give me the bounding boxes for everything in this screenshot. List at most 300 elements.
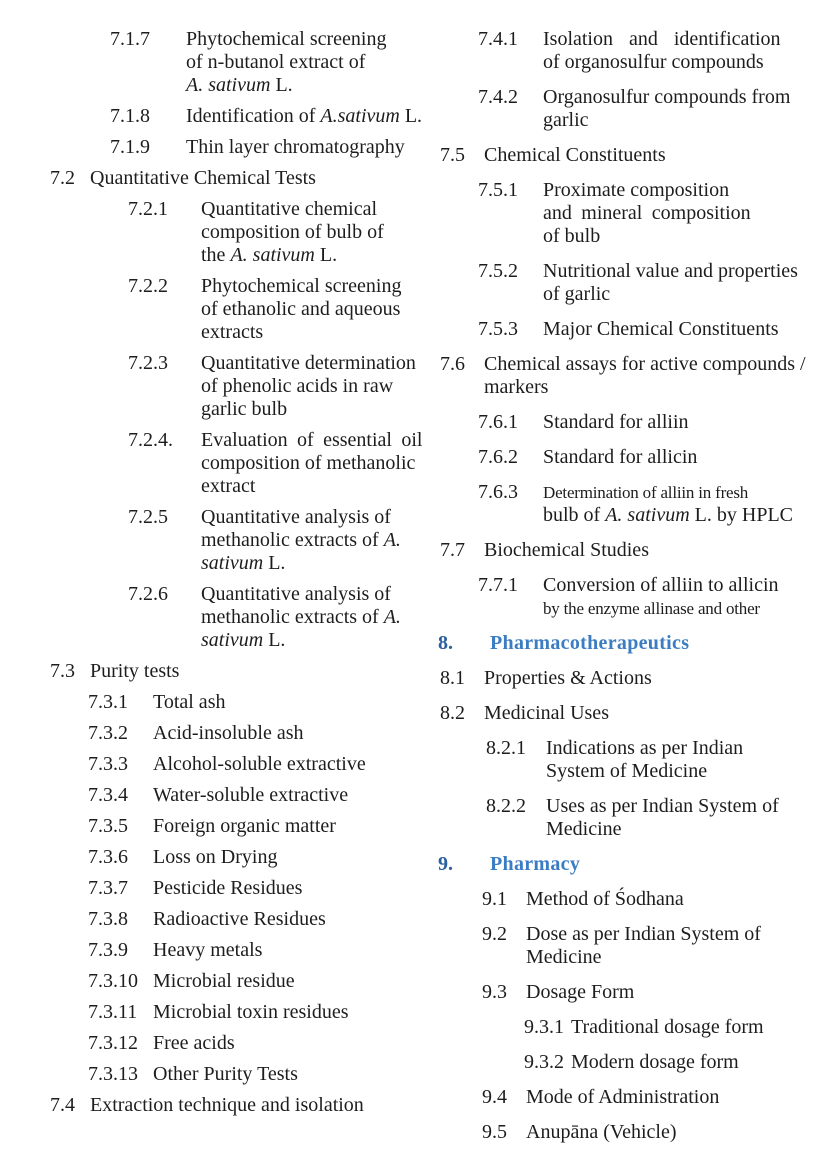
entry-text-segment: Alcohol-soluble extractive	[153, 753, 366, 775]
entry-text-line	[201, 552, 408, 575]
entry-text-segment: Standard for allicin	[543, 446, 698, 468]
entry-text-line	[201, 221, 408, 244]
entry-text	[153, 877, 408, 900]
entry-text-line	[90, 167, 408, 190]
entry-number: 8.2.1	[486, 737, 526, 759]
entry-text	[186, 28, 408, 97]
entry-number: 7.2	[50, 167, 75, 189]
entry-number: 8.2.2	[486, 795, 526, 817]
entry-text-segment: Dose as per Indian System of	[526, 923, 761, 945]
toc-entry	[0, 1063, 408, 1086]
entry-text-segment: Biochemical Studies	[484, 539, 649, 561]
entry-text	[543, 411, 816, 434]
entry-text-line	[186, 51, 408, 74]
entry-text	[543, 446, 816, 469]
entry-number: 7.1.7	[110, 28, 150, 50]
entry-text	[526, 1086, 816, 1109]
entry-text-line	[201, 375, 408, 398]
entry-text-line	[186, 28, 408, 51]
entry-text-line	[546, 795, 816, 818]
entry-number: 7.3.13	[88, 1063, 138, 1085]
entry-text-segment: Chemical assays for active compounds /	[484, 353, 806, 375]
toc-entry	[408, 702, 816, 725]
entry-text	[543, 574, 816, 620]
entry-text	[526, 923, 816, 969]
entry-text	[526, 981, 816, 1004]
entry-text-line	[201, 398, 408, 421]
toc-entry	[408, 795, 816, 841]
entry-text-line	[543, 179, 816, 202]
entry-text	[153, 846, 408, 869]
entry-text-segment: by the enzyme allinase and other	[543, 599, 760, 618]
entry-number: 7.4.2	[478, 86, 518, 108]
entry-text-line	[526, 1086, 816, 1109]
entry-text-line	[153, 1032, 408, 1055]
toc-entry	[408, 923, 816, 969]
entry-text-segment: Other Purity Tests	[153, 1063, 298, 1085]
entry-number: 7.2.6	[128, 583, 168, 605]
toc-entry	[408, 981, 816, 1004]
entry-text-line	[484, 667, 816, 690]
toc-entry	[408, 260, 816, 306]
toc-entry	[0, 198, 408, 267]
entry-number: 7.3.8	[88, 908, 128, 930]
entry-text-segment: L.	[314, 244, 338, 266]
entry-text-segment: Organosulfur compounds from	[543, 86, 791, 108]
entry-number: 9.1	[482, 888, 507, 910]
entry-text-line	[201, 629, 408, 652]
entry-text	[543, 481, 816, 527]
entry-number: 7.3.4	[88, 784, 128, 806]
entry-text-segment: Pesticide Residues	[153, 877, 303, 899]
entry-text	[201, 429, 423, 498]
entry-text-line	[526, 946, 816, 969]
entry-text-segment: Traditional dosage form	[571, 1016, 764, 1038]
entry-text	[484, 144, 816, 167]
entry-number: 7.3.1	[88, 691, 128, 713]
toc-entry	[408, 737, 816, 783]
entry-text-line	[153, 722, 408, 745]
entry-text-line	[526, 923, 816, 946]
entry-text	[153, 691, 408, 714]
entry-text-segment: Modern dosage form	[571, 1051, 739, 1073]
entry-text-line	[484, 702, 816, 725]
entry-text	[90, 660, 408, 683]
toc-entry	[0, 1094, 408, 1117]
entry-number: 7.2.3	[128, 352, 168, 374]
entry-text-segment: Thin layer chromatography	[186, 136, 405, 158]
entry-text-segment: Standard for alliin	[543, 411, 689, 433]
toc-entry	[0, 1001, 408, 1024]
entry-text-segment: Nutritional value and properties	[543, 260, 798, 282]
entry-text-segment: Quantitative determination	[201, 352, 416, 374]
entry-number: 7.1.9	[110, 136, 150, 158]
entry-text-segment: methanolic extracts of	[201, 606, 384, 628]
entry-text-segment: Loss on Drying	[153, 846, 278, 868]
entry-number: 7.2.2	[128, 275, 168, 297]
entry-number: 7.2.5	[128, 506, 168, 528]
entry-text-segment: garlic bulb	[201, 398, 288, 420]
toc-entry	[0, 583, 408, 652]
entry-text-segment: Dosage Form	[526, 981, 635, 1003]
entry-text-line	[153, 784, 408, 807]
entry-text-line	[490, 853, 816, 876]
entry-text-segment: of organosulfur compounds	[543, 51, 764, 73]
entry-text	[484, 539, 816, 562]
entry-text	[201, 583, 408, 652]
toc-entry	[0, 167, 408, 190]
entry-text-segment: sativum	[201, 629, 264, 651]
entry-number: 8.	[438, 632, 453, 654]
entry-text-line	[543, 504, 816, 527]
entry-text-line	[201, 321, 408, 344]
entry-text	[153, 1063, 408, 1086]
toc-entry	[0, 506, 408, 575]
entry-text-line	[543, 260, 816, 283]
entry-number: 7.6.1	[478, 411, 518, 433]
entry-text-line	[543, 481, 816, 504]
toc-entry	[0, 429, 423, 498]
entry-text-line	[526, 888, 816, 911]
entry-text-segment: Medicine	[526, 946, 602, 968]
entry-number: 9.3.1	[524, 1016, 564, 1038]
toc-entry	[0, 815, 408, 838]
toc-entry	[408, 632, 816, 655]
entry-text-segment: garlic	[543, 109, 589, 131]
toc-entry	[408, 853, 816, 876]
entry-text-segment: L.	[270, 74, 293, 96]
entry-text-line	[201, 506, 408, 529]
entry-text-segment: System of Medicine	[546, 760, 708, 782]
entry-text-segment: Method of Śodhana	[526, 888, 684, 910]
entry-text-segment: extract	[201, 475, 256, 497]
entry-text-line	[201, 429, 423, 452]
entry-text-segment: composition of methanolic	[201, 452, 416, 474]
entry-text-line	[484, 144, 816, 167]
entry-number: 7.4.1	[478, 28, 518, 50]
entry-text-line	[201, 298, 408, 321]
entry-text-line	[526, 1121, 816, 1144]
entry-text	[153, 1032, 408, 1055]
entry-text	[153, 784, 408, 807]
entry-text-segment: L.	[399, 105, 423, 127]
entry-text-segment: A.	[383, 606, 401, 628]
toc-entry	[408, 1016, 816, 1039]
entry-text-segment: Phytochemical screening	[186, 28, 387, 50]
toc-entry	[0, 275, 408, 344]
entry-text	[153, 753, 408, 776]
entry-text-line	[543, 225, 816, 248]
entry-text-line	[153, 908, 408, 931]
entry-number: 9.3	[482, 981, 507, 1003]
entry-text	[90, 167, 408, 190]
entry-text-line	[201, 244, 408, 267]
entry-text-line	[186, 74, 408, 97]
entry-text-line	[153, 1063, 408, 1086]
toc-entry	[408, 179, 816, 248]
entry-number: 9.2	[482, 923, 507, 945]
entry-text-segment: Conversion of alliin to allicin	[543, 574, 779, 596]
entry-text	[546, 795, 816, 841]
entry-text	[484, 353, 816, 399]
entry-text	[201, 198, 408, 267]
entry-text-segment: of n-butanol extract of	[186, 51, 366, 73]
entry-text-line	[201, 275, 408, 298]
entry-number: 7.6.2	[478, 446, 518, 468]
toc-entry	[408, 539, 816, 562]
entry-text-segment: Properties & Actions	[484, 667, 652, 689]
toc-entry	[408, 144, 816, 167]
entry-text-line	[201, 452, 416, 475]
entry-text-line	[153, 691, 408, 714]
entry-number: 7.7.1	[478, 574, 518, 596]
entry-text	[201, 352, 416, 421]
entry-text-segment: Medicinal Uses	[484, 702, 609, 724]
toc-entry	[408, 353, 816, 399]
entry-text-segment: Quantitative chemical	[201, 198, 378, 220]
toc-entry	[0, 908, 408, 931]
toc-entry	[408, 667, 816, 690]
entry-text-segment: methanolic extracts of	[201, 529, 384, 551]
entry-text	[543, 28, 816, 74]
entry-text	[484, 667, 816, 690]
entry-number: 7.2.4.	[128, 429, 173, 451]
entry-text-segment: Phytochemical screening	[201, 275, 402, 297]
entry-number: 7.2.1	[128, 198, 168, 220]
entry-text-segment: Acid-insoluble ash	[153, 722, 304, 744]
entry-text	[484, 702, 816, 725]
entry-number: 7.5	[440, 144, 465, 166]
toc-entry	[0, 722, 408, 745]
toc-left-column	[0, 28, 423, 1156]
entry-text-line	[201, 529, 408, 552]
entry-text	[153, 1001, 408, 1024]
entry-text-line	[153, 970, 408, 993]
entry-number: 7.5.2	[478, 260, 518, 282]
toc-entry	[0, 784, 408, 807]
entry-text-line	[543, 28, 816, 51]
entry-text-line	[543, 411, 816, 434]
entry-text-segment: Proximate composition	[543, 179, 730, 201]
entry-text-segment: Radioactive Residues	[153, 908, 326, 930]
entry-text-line	[546, 737, 816, 760]
entry-text-line	[490, 632, 816, 655]
entry-text	[543, 260, 816, 306]
entry-text-segment: Quantitative analysis of	[201, 583, 391, 605]
entry-text	[153, 722, 408, 745]
entry-number: 7.3.9	[88, 939, 128, 961]
entry-text	[201, 275, 408, 344]
entry-number: 8.2	[440, 702, 465, 724]
entry-text-segment: Quantitative Chemical Tests	[90, 167, 316, 189]
toc-entry	[0, 877, 408, 900]
entry-text-line	[153, 1001, 408, 1024]
entry-text-segment: Water-soluble extractive	[153, 784, 349, 806]
entry-number: 7.7	[440, 539, 465, 561]
entry-number: 9.5	[482, 1121, 507, 1143]
entry-text-segment: L. by HPLC	[689, 504, 793, 526]
toc-entry	[0, 970, 408, 993]
entry-text-line	[543, 109, 816, 132]
entry-text	[90, 1094, 408, 1117]
entry-number: 9.3.2	[524, 1051, 564, 1073]
entry-text-segment: Isolation and identification	[543, 28, 781, 50]
entry-text-line	[201, 198, 408, 221]
entry-number: 7.3.5	[88, 815, 128, 837]
entry-text-line	[186, 136, 408, 159]
toc-entry	[0, 846, 408, 869]
entry-text	[571, 1051, 816, 1074]
entry-text-line	[484, 539, 816, 562]
entry-text-segment: Mode of Administration	[526, 1086, 720, 1108]
entry-text-line	[153, 939, 408, 962]
entry-text-line	[546, 760, 816, 783]
entry-text-segment: Free acids	[153, 1032, 235, 1054]
entry-text-segment: Anupāna (Vehicle)	[526, 1121, 677, 1143]
entry-text-segment: bulb of	[543, 504, 606, 526]
entry-text-line	[543, 597, 816, 620]
entry-text-segment: Determination of alliin in fresh	[543, 483, 749, 502]
entry-text-segment: composition of bulb of	[201, 221, 384, 243]
entry-text-segment: Foreign organic matter	[153, 815, 336, 837]
toc-entry	[0, 352, 416, 421]
entry-text-line	[90, 660, 408, 683]
entry-text	[490, 632, 816, 655]
entry-text-segment: A. sativum	[605, 504, 690, 526]
entry-number: 7.3.12	[88, 1032, 138, 1054]
entry-text	[490, 853, 816, 876]
entry-number: 7.3.7	[88, 877, 128, 899]
entry-text	[526, 1121, 816, 1144]
entry-text-line	[543, 86, 816, 109]
entry-text-segment: A. sativum	[186, 74, 271, 96]
entry-number: 7.3.6	[88, 846, 128, 868]
toc-right-column	[408, 28, 816, 1156]
entry-text-segment: Evaluation of essential oil	[201, 429, 423, 451]
toc-entry	[408, 1051, 816, 1074]
entry-number: 7.1.8	[110, 105, 150, 127]
entry-text-line	[201, 352, 416, 375]
entry-text	[153, 815, 408, 838]
entry-text-line	[90, 1094, 408, 1117]
entry-text-segment: and mineral composition	[543, 202, 751, 224]
entry-text-segment: Quantitative analysis of	[201, 506, 391, 528]
entry-text-segment: L.	[263, 629, 286, 651]
entry-text-line	[153, 846, 408, 869]
toc-entry	[0, 753, 408, 776]
entry-text	[543, 318, 816, 341]
entry-text-line	[186, 105, 423, 128]
toc-entry	[0, 28, 408, 97]
toc-entry	[0, 105, 423, 128]
entry-text	[186, 105, 423, 128]
entry-text-line	[201, 475, 408, 498]
toc-entry	[408, 1121, 816, 1144]
entry-text-line	[484, 376, 816, 399]
entry-text-segment: Microbial toxin residues	[153, 1001, 349, 1023]
entry-text-line	[526, 981, 816, 1004]
entry-text-line	[571, 1016, 816, 1039]
entry-text-segment: Purity tests	[90, 660, 180, 682]
toc-entry	[408, 411, 816, 434]
entry-number: 7.3.2	[88, 722, 128, 744]
entry-text	[546, 737, 816, 783]
entry-text-segment: Pharmacy	[490, 853, 581, 875]
entry-text-segment: A. sativum	[230, 244, 315, 266]
entry-number: 7.3.3	[88, 753, 128, 775]
entry-text-segment: the	[201, 244, 231, 266]
toc-entry	[0, 939, 408, 962]
toc-entry	[408, 318, 816, 341]
toc-entry	[408, 86, 816, 132]
entry-number: 7.5.3	[478, 318, 518, 340]
entry-number: 7.3	[50, 660, 75, 682]
entry-text-segment: Major Chemical Constituents	[543, 318, 779, 340]
entry-text-segment: A.sativum	[320, 105, 400, 127]
toc-entry	[408, 888, 816, 911]
entry-text-segment: Microbial residue	[153, 970, 295, 992]
entry-text-segment: Chemical Constituents	[484, 144, 666, 166]
toc-entry	[0, 691, 408, 714]
entry-number: 9.4	[482, 1086, 507, 1108]
entry-text-line	[153, 753, 408, 776]
entry-text-line	[201, 606, 408, 629]
entry-text-line	[543, 283, 816, 306]
entry-text-line	[543, 202, 816, 225]
toc-entry	[0, 1032, 408, 1055]
entry-number: 7.3.10	[88, 970, 138, 992]
entry-text-line	[153, 815, 408, 838]
entry-text-segment: Pharmacotherapeutics	[490, 632, 690, 654]
toc-entry	[0, 660, 408, 683]
entry-text-segment: Identification of	[186, 105, 321, 127]
entry-number: 8.1	[440, 667, 465, 689]
entry-text-line	[201, 583, 408, 606]
entry-text-segment: of phenolic acids in raw	[201, 375, 394, 397]
entry-text	[201, 506, 408, 575]
entry-text-segment: Medicine	[546, 818, 622, 840]
entry-number: 7.3.11	[88, 1001, 138, 1023]
entry-text	[186, 136, 408, 159]
entry-text-segment: markers	[484, 376, 549, 398]
entry-text-line	[153, 877, 408, 900]
toc-entry	[408, 1086, 816, 1109]
entry-text-line	[543, 51, 816, 74]
entry-text-segment: sativum	[201, 552, 264, 574]
entry-text	[153, 908, 408, 931]
entry-text-line	[543, 318, 816, 341]
entry-text-line	[546, 818, 816, 841]
entry-number: 7.4	[50, 1094, 75, 1116]
toc-entry	[408, 446, 816, 469]
entry-text	[153, 970, 408, 993]
entry-text	[526, 888, 816, 911]
entry-text	[571, 1016, 816, 1039]
toc-entry	[408, 574, 816, 620]
entry-text-segment: Extraction technique and isolation	[90, 1094, 364, 1116]
entry-text-segment: Indications as per Indian	[546, 737, 744, 759]
entry-number: 7.6.3	[478, 481, 518, 503]
toc-entry	[408, 28, 816, 74]
entry-text-segment: Total ash	[153, 691, 226, 713]
entry-text-segment: extracts	[201, 321, 264, 343]
entry-text-line	[484, 353, 816, 376]
entry-text	[543, 86, 816, 132]
entry-text-line	[571, 1051, 816, 1074]
toc-entry	[0, 136, 408, 159]
entry-text-segment: of garlic	[543, 283, 611, 305]
entry-text-segment: A.	[383, 529, 401, 551]
